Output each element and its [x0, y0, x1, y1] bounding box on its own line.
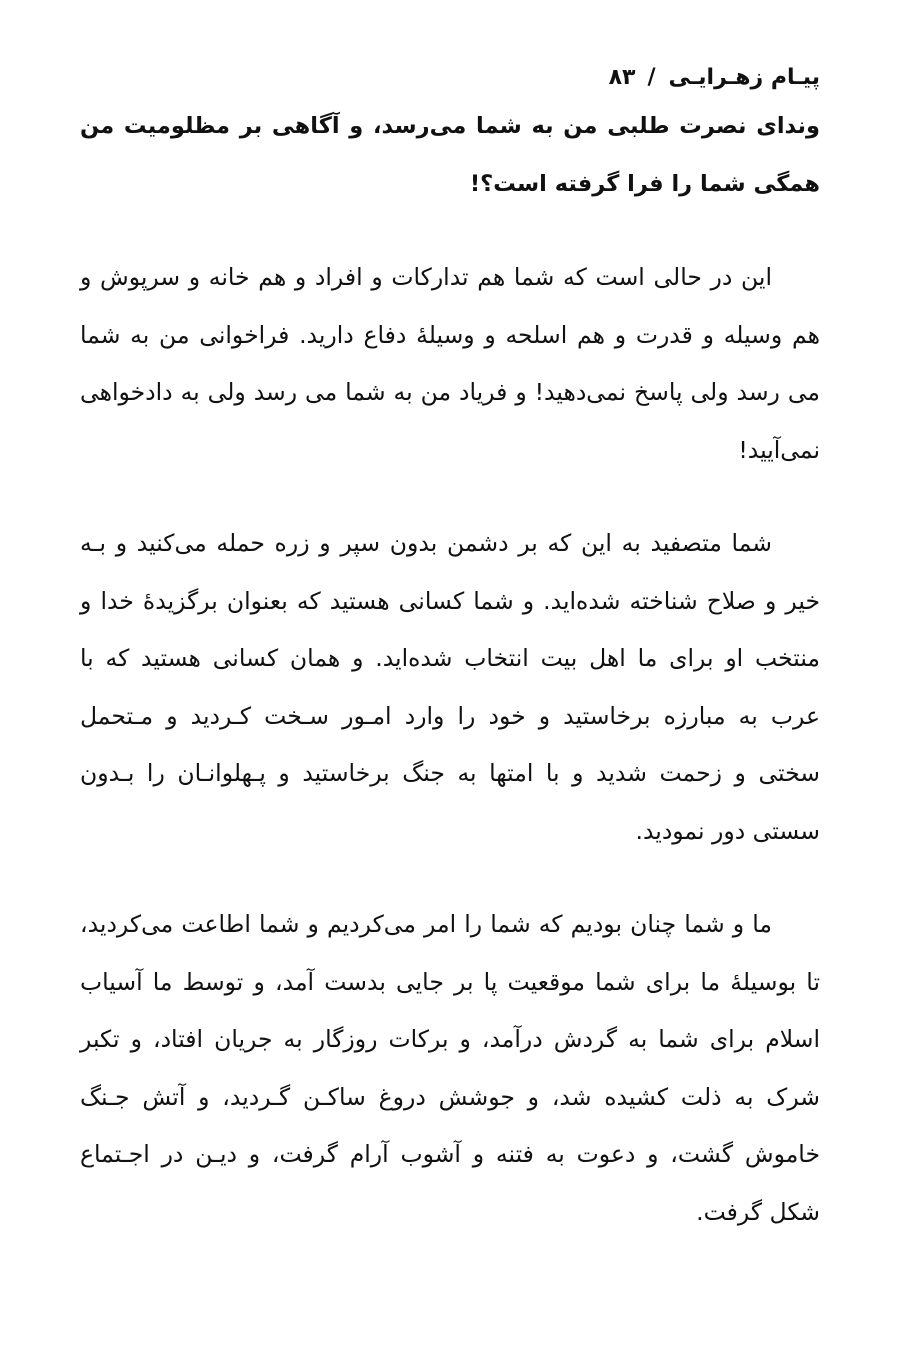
paragraph-3: شما متصفید به این که بر دشمن بدون سپر و زره حمله می‌کنید و بـه خیر و صلاح شناخته شده‌اید. و شما کسانی هستید که بعنوان برگزیدهٔ خدا و منتخب او برای ما اهل بیت انتخاب شده‌اید. و همان کسانی هستید که با عرب به مبارزه برخاستید و خود را وارد امـور سـخت کـردید و مـتحمل سختی و زحمت شدید و با امتها به جنگ برخاستید و پـهلوانـان را بـدون سستی دور نمودید. — [80, 529, 820, 845]
paragraph-4: ما و شما چنان بودیم که شما را امر می‌کردیم و شما اطاعت می‌کردید، تا بوسیلهٔ ما برای شما موقعیت پا بر جایی بدست آمد، و توسط ما آسیاب اسلام برای شما به گردش درآمد، و برکات روزگار به جریان افتاد، و تکبر شرک به ذلت کشیده شد، و جوشش دروغ ساکـن گـردید، و آتش جـنگ خاموش گشت، و دعوت به فتنه و آشوب آرام گرفت، و دیـن در اجـتماع شکل گرفت. — [80, 910, 820, 1226]
book-title: پیـام زهـرایـی — [668, 65, 820, 90]
paragraph-gap — [80, 860, 820, 896]
paragraph-2: این در حالی است که شما هم تدارکات و افراد و هم خانه و سرپوش و هم وسیله و قدرت و هم اسلحه و وسیلهٔ دفاع دارید. فراخوانی من به شما می رسد ولی پاسخ نمی‌دهید! و فریاد من به شما می رسد ولی به دادخواهی نمی‌آیید! — [80, 263, 820, 464]
paragraph-gap — [80, 479, 820, 515]
book-page — [80, 58, 820, 1241]
paragraph-gap — [80, 213, 820, 249]
running-header — [80, 58, 820, 98]
header-separator: / — [647, 65, 657, 90]
paragraph-1: وندای نصرت طلبی من به شما می‌رسد، و آگاهی بر مظلومیت من همگی شما را فرا گرفته است؟! — [80, 113, 820, 197]
page-number: ۸۳ — [608, 65, 636, 90]
